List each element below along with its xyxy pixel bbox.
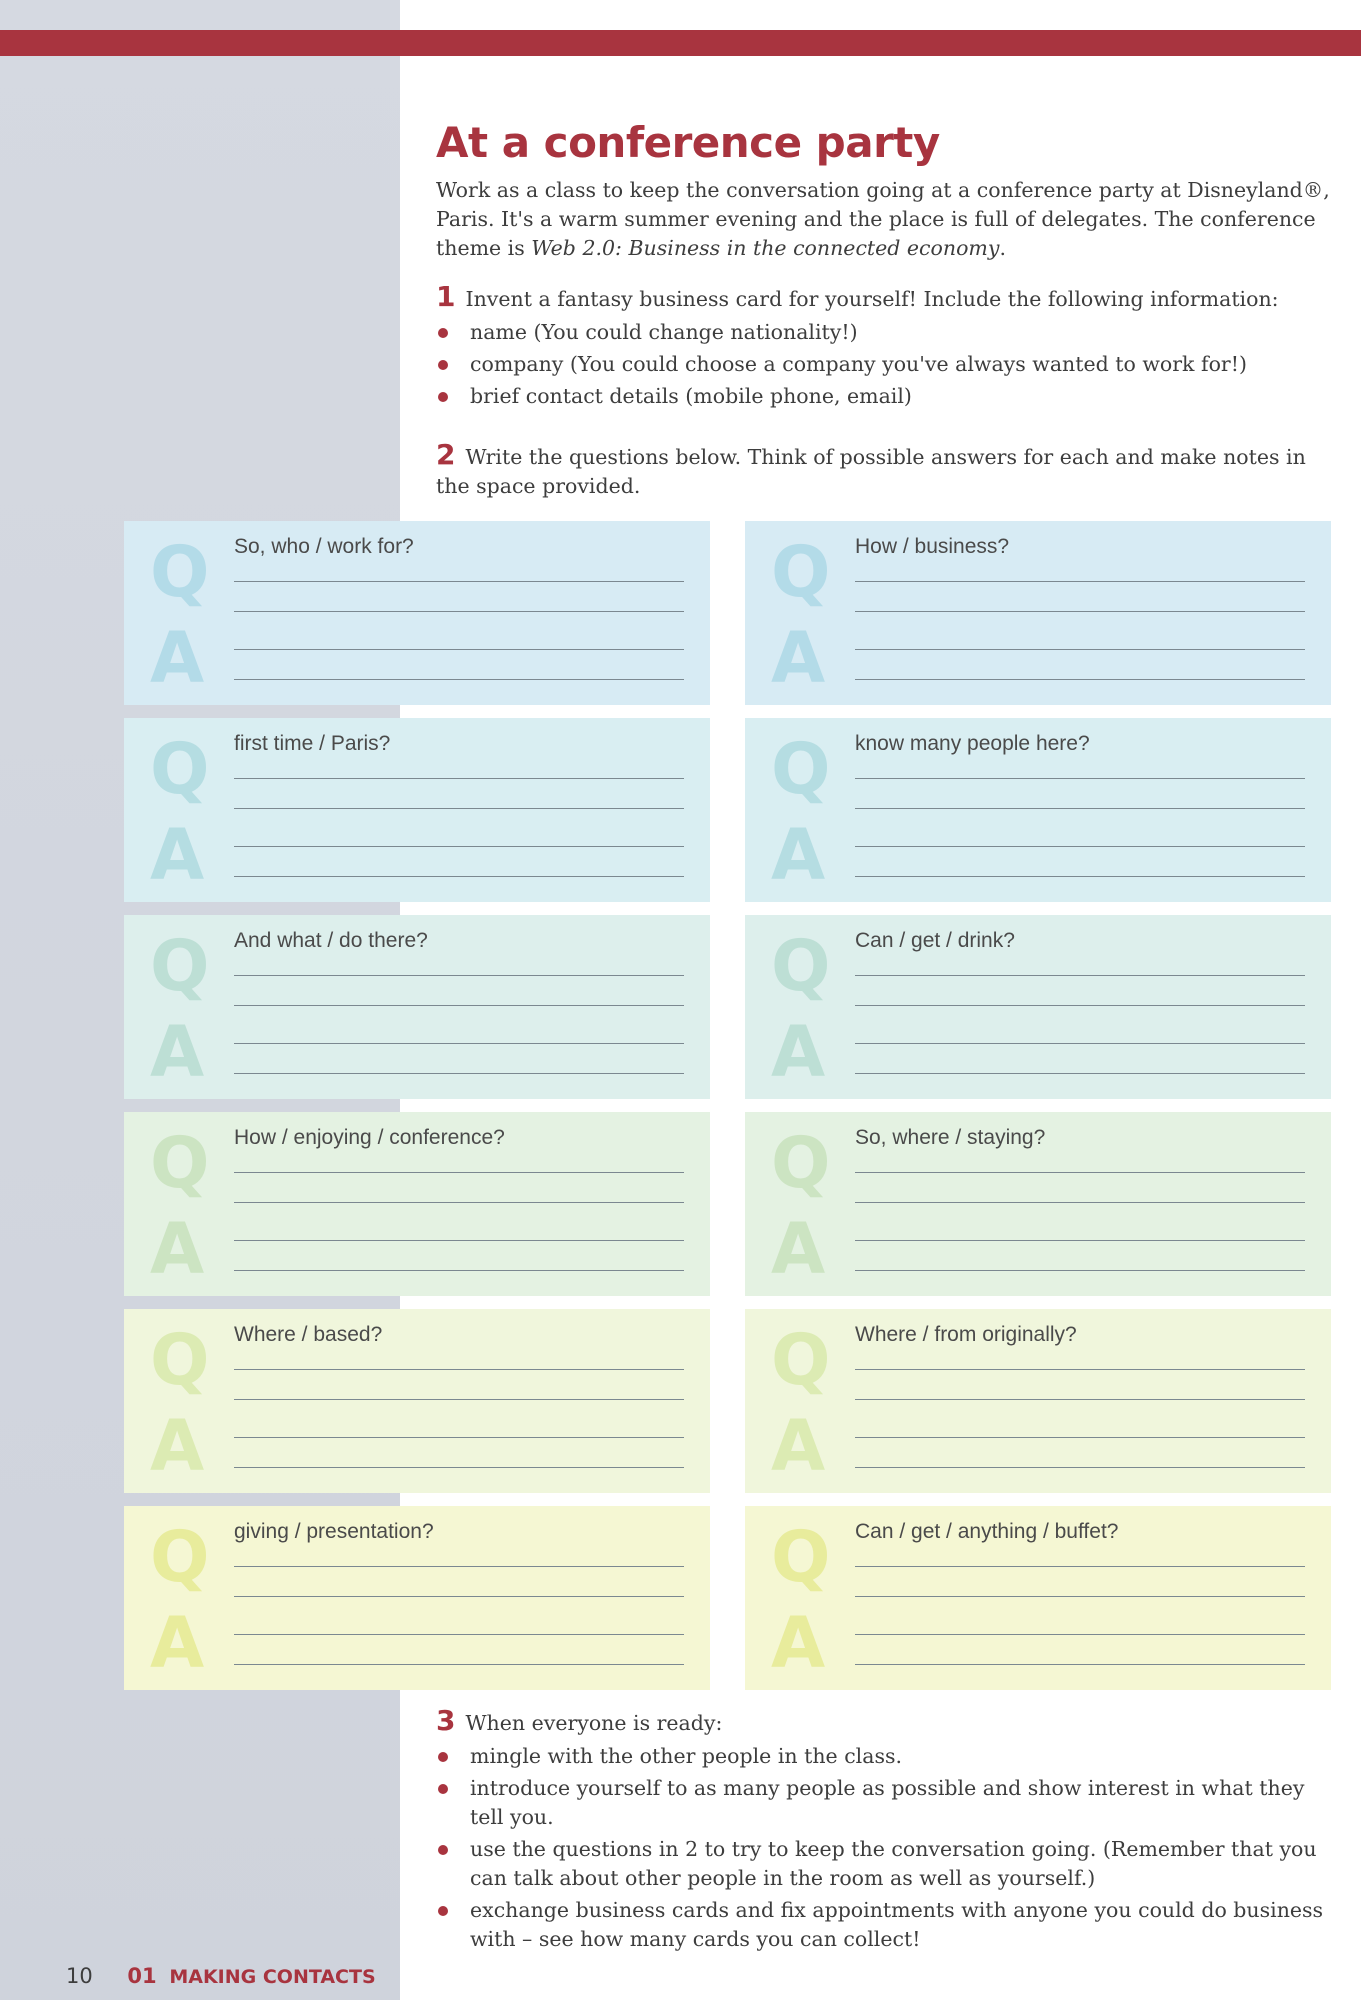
q-letter: Q — [771, 925, 831, 1007]
answer-line[interactable] — [234, 1240, 684, 1241]
question-prompt: Can / get / anything / buffet? — [855, 1520, 1119, 1543]
a-letter: A — [150, 814, 205, 896]
a-letter: A — [771, 1011, 826, 1093]
q-letter: Q — [771, 531, 831, 613]
q-letter: Q — [150, 1122, 210, 1204]
question-prompt: How / enjoying / conference? — [234, 1126, 505, 1149]
page-number: 10 — [66, 1964, 93, 1988]
bullet-item: name (You could change nationality!) — [436, 318, 1331, 347]
question-prompt: Where / based? — [234, 1323, 383, 1346]
answer-line[interactable] — [234, 1399, 684, 1400]
answer-line[interactable] — [234, 1172, 684, 1173]
answer-line[interactable] — [234, 975, 684, 976]
bullet-item: brief contact details (mobile phone, email) — [436, 382, 1331, 411]
intro-theme: Web 2.0: Business in the connected economy — [531, 236, 1000, 260]
question-prompt: So, who / work for? — [234, 535, 414, 558]
a-letter: A — [771, 814, 826, 896]
answer-line[interactable] — [855, 1043, 1305, 1044]
qa-card — [745, 915, 1331, 1099]
q-letter: Q — [150, 1319, 210, 1401]
answer-line[interactable] — [855, 1369, 1305, 1370]
a-letter: A — [771, 617, 826, 699]
a-letter: A — [771, 1208, 826, 1290]
task-1-heading — [436, 282, 1331, 314]
question-prompt: giving / presentation? — [234, 1520, 434, 1543]
bullet-item: use the questions in 2 to try to keep the conversation going. (Remember that you can talk about other people in the room as well as yourself.) — [436, 1835, 1331, 1893]
question-prompt: know many people here? — [855, 732, 1090, 755]
q-letter: Q — [771, 1516, 831, 1598]
answer-line[interactable] — [855, 679, 1305, 680]
a-letter: A — [771, 1405, 826, 1487]
q-letter: Q — [771, 728, 831, 810]
answer-line[interactable] — [855, 581, 1305, 582]
answer-line[interactable] — [855, 876, 1305, 877]
qa-card — [124, 1309, 710, 1493]
a-letter: A — [150, 1208, 205, 1290]
a-letter: A — [150, 617, 205, 699]
qa-card — [745, 718, 1331, 902]
q-letter: Q — [771, 1319, 831, 1401]
q-letter: Q — [150, 1516, 210, 1598]
intro-text: Work as a class to keep the conversation going at a conference party at Disneyland®, Paris. It's a warm summer evening and the place is full of delegates. The conference theme is — [436, 178, 1330, 260]
task-1-bullets — [436, 318, 1331, 411]
answer-line[interactable] — [234, 876, 684, 877]
answer-line[interactable] — [234, 1073, 684, 1074]
unit-number: 01 — [127, 1964, 157, 1988]
answer-line[interactable] — [855, 611, 1305, 612]
qa-card — [124, 718, 710, 902]
answer-line[interactable] — [234, 581, 684, 582]
question-prompt: Where / from originally? — [855, 1323, 1077, 1346]
answer-line[interactable] — [234, 649, 684, 650]
answer-line[interactable] — [234, 778, 684, 779]
qa-card — [745, 521, 1331, 705]
top-accent-bar — [0, 30, 1361, 56]
intro-paragraph — [436, 176, 1331, 263]
question-prompt: How / business? — [855, 535, 1010, 558]
qa-card — [745, 1506, 1331, 1690]
q-letter: Q — [150, 925, 210, 1007]
task-2-text: Write the questions below. Think of possible answers for each and make notes in the space provided. — [436, 445, 1306, 498]
task-1-text: Invent a fantasy business card for yourself! Include the following information: — [465, 287, 1279, 311]
a-letter: A — [771, 1602, 826, 1684]
answer-line[interactable] — [855, 1467, 1305, 1468]
answer-line[interactable] — [234, 1043, 684, 1044]
intro-end: . — [999, 236, 1006, 260]
qa-card — [124, 521, 710, 705]
task-2-number: 2 — [436, 438, 456, 471]
question-prompt: So, where / staying? — [855, 1126, 1046, 1149]
answer-line[interactable] — [234, 611, 684, 612]
answer-line[interactable] — [234, 1202, 684, 1203]
bullet-item: introduce yourself to as many people as possible and show interest in what they tell you. — [436, 1774, 1331, 1832]
answer-line[interactable] — [855, 808, 1305, 809]
qa-card — [745, 1309, 1331, 1493]
q-letter: Q — [150, 531, 210, 613]
answer-line[interactable] — [855, 1240, 1305, 1241]
task-1 — [436, 282, 1331, 414]
answer-line[interactable] — [855, 1634, 1305, 1635]
answer-line[interactable] — [855, 1005, 1305, 1006]
answer-line[interactable] — [234, 679, 684, 680]
answer-line[interactable] — [234, 1566, 684, 1567]
answer-line[interactable] — [234, 1437, 684, 1438]
answer-line[interactable] — [855, 1270, 1305, 1271]
answer-line[interactable] — [855, 649, 1305, 650]
task-3-number: 3 — [436, 1704, 456, 1737]
qa-card — [124, 1506, 710, 1690]
task-3-bullets — [436, 1742, 1331, 1954]
task-3 — [436, 1706, 1331, 1957]
bullet-item: company (You could choose a company you've always wanted to work for!) — [436, 350, 1331, 379]
answer-line[interactable] — [855, 975, 1305, 976]
task-2 — [436, 440, 1331, 501]
a-letter: A — [150, 1602, 205, 1684]
qa-card — [124, 1112, 710, 1296]
page-footer — [66, 1964, 376, 1988]
answer-line[interactable] — [234, 1270, 684, 1271]
a-letter: A — [150, 1011, 205, 1093]
question-prompt: Can / get / drink? — [855, 929, 1015, 952]
answer-line[interactable] — [855, 1073, 1305, 1074]
task-3-text: When everyone is ready: — [465, 1711, 723, 1735]
bullet-item: mingle with the other people in the class. — [436, 1742, 1331, 1771]
answer-line[interactable] — [855, 1172, 1305, 1173]
q-letter: Q — [150, 728, 210, 810]
unit-title: MAKING CONTACTS — [169, 1966, 376, 1988]
question-prompt: first time / Paris? — [234, 732, 391, 755]
answer-line[interactable] — [234, 1005, 684, 1006]
answer-line[interactable] — [234, 846, 684, 847]
answer-line[interactable] — [234, 1664, 684, 1665]
answer-line[interactable] — [234, 1467, 684, 1468]
answer-line[interactable] — [855, 1664, 1305, 1665]
answer-line[interactable] — [855, 1202, 1305, 1203]
answer-line[interactable] — [855, 1399, 1305, 1400]
qa-card — [124, 915, 710, 1099]
a-letter: A — [150, 1405, 205, 1487]
question-prompt: And what / do there? — [234, 929, 428, 952]
answer-line[interactable] — [234, 808, 684, 809]
qa-card — [745, 1112, 1331, 1296]
answer-line[interactable] — [234, 1634, 684, 1635]
answer-line[interactable] — [855, 1566, 1305, 1567]
task-3-heading — [436, 1706, 1331, 1738]
answer-line[interactable] — [855, 1437, 1305, 1438]
page-title: At a conference party — [436, 118, 940, 167]
answer-line[interactable] — [234, 1369, 684, 1370]
answer-line[interactable] — [234, 1596, 684, 1597]
bullet-item: exchange business cards and fix appointments with anyone you could do business with – see how many cards you can collect! — [436, 1896, 1331, 1954]
task-2-heading — [436, 440, 1331, 501]
answer-line[interactable] — [855, 846, 1305, 847]
answer-line[interactable] — [855, 778, 1305, 779]
task-1-number: 1 — [436, 280, 456, 313]
answer-line[interactable] — [855, 1596, 1305, 1597]
q-letter: Q — [771, 1122, 831, 1204]
